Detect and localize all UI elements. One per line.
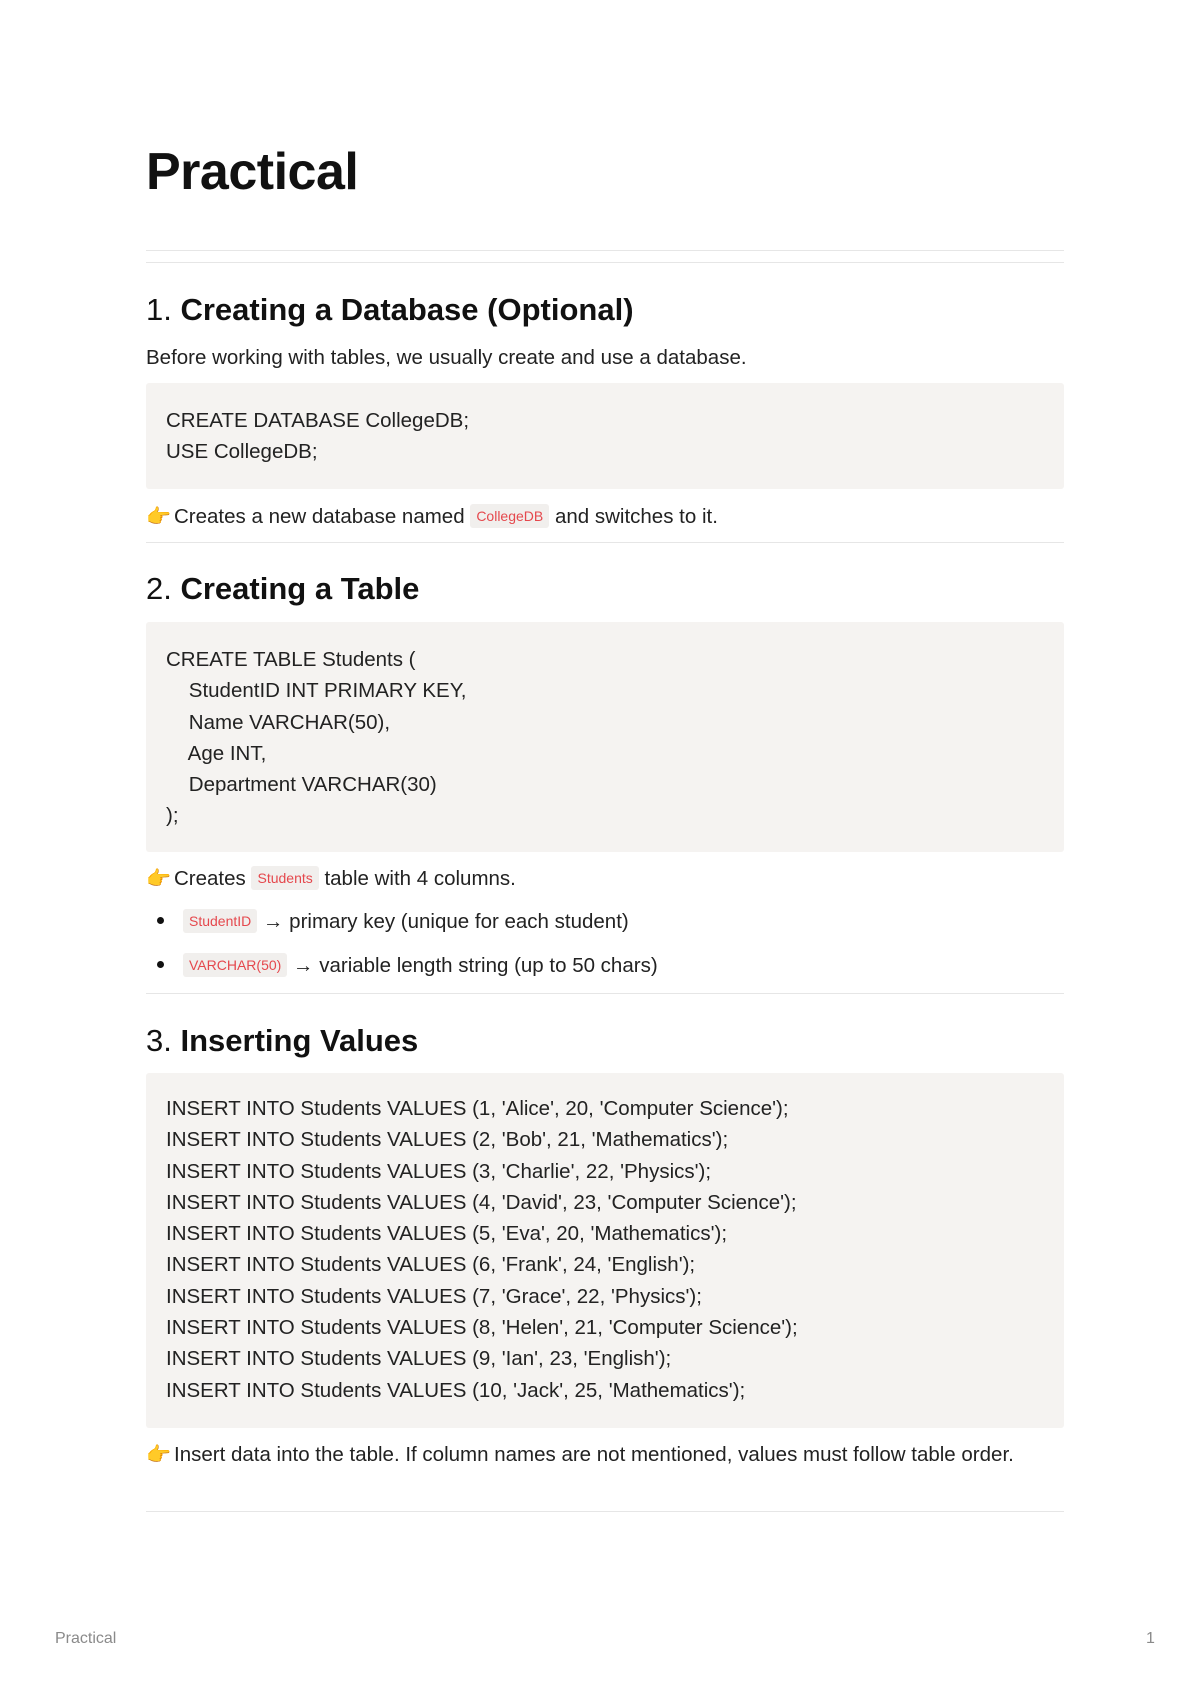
bullet-icon	[157, 961, 164, 968]
section-1-intro: Before working with tables, we usually create and use a database.	[146, 346, 747, 369]
code-line: );	[166, 804, 179, 828]
code-block-insert-values	[146, 1073, 1064, 1428]
code-line: INSERT INTO Students VALUES (3, 'Charlie', 22, 'Physics');	[166, 1159, 712, 1183]
code-line: Age INT,	[166, 741, 267, 765]
section-3-heading: 3. Inserting Values	[146, 1023, 419, 1058]
code-line: INSERT INTO Students VALUES (1, 'Alice', 20, 'Computer Science');	[166, 1097, 789, 1120]
code-line: Department VARCHAR(30)	[166, 773, 437, 797]
section-1-note: 👉 Creates a new database named CollegeDB and switches to it.	[146, 501, 1064, 533]
code-block-create-table	[146, 622, 1064, 852]
code-line: INSERT INTO Students VALUES (9, 'Ian', 23, 'English');	[166, 1347, 672, 1371]
bullet-icon	[157, 917, 164, 924]
inline-code: StudentID	[183, 909, 257, 933]
divider	[146, 1511, 1064, 1512]
page-title: Practical	[146, 143, 359, 201]
page-number: 1	[1146, 1630, 1155, 1647]
footer-title: Practical	[55, 1630, 117, 1647]
inline-code: CollegeDB	[470, 504, 549, 528]
section-2-heading: 2. Creating a Table	[146, 571, 420, 606]
code-line: StudentID INT PRIMARY KEY,	[166, 679, 467, 703]
code-line: Name VARCHAR(50),	[166, 710, 391, 734]
code-line: INSERT INTO Students VALUES (8, 'Helen', 21, 'Computer Science');	[166, 1316, 798, 1340]
code-block-create-database	[146, 383, 1064, 489]
code-line: USE CollegeDB;	[166, 440, 318, 464]
list-item: StudentID → primary key (unique for each student)	[146, 906, 629, 937]
inline-code: Students	[251, 866, 318, 890]
code-line: INSERT INTO Students VALUES (10, 'Jack', 25, 'Mathematics');	[166, 1378, 746, 1402]
divider	[146, 993, 1064, 994]
code-line: CREATE TABLE Students (	[166, 648, 416, 671]
code-line: INSERT INTO Students VALUES (7, 'Grace', 22, 'Physics');	[166, 1284, 702, 1308]
list-item: VARCHAR(50) → variable length string (up to 50 chars)	[146, 950, 658, 981]
section-3-note: 👉 Insert data into the table. If column names are not mentioned, values must follow table order.	[146, 1439, 1064, 1471]
code-line: INSERT INTO Students VALUES (6, 'Frank', 24, 'English');	[166, 1253, 696, 1277]
code-line: INSERT INTO Students VALUES (4, 'David', 23, 'Computer Science');	[166, 1190, 797, 1214]
inline-code: VARCHAR(50)	[183, 953, 287, 977]
section-1-heading: 1. Creating a Database (Optional)	[146, 292, 634, 327]
divider	[146, 262, 1064, 263]
divider	[146, 250, 1064, 251]
divider	[146, 542, 1064, 543]
section-2-note: 👉 Creates Students table with 4 columns.	[146, 863, 1064, 895]
code-line: INSERT INTO Students VALUES (2, 'Bob', 21, 'Mathematics');	[166, 1128, 729, 1152]
code-line: INSERT INTO Students VALUES (5, 'Eva', 20, 'Mathematics');	[166, 1222, 728, 1246]
pointing-hand-icon: 👉	[146, 868, 171, 890]
pointing-hand-icon: 👉	[146, 506, 171, 528]
pointing-hand-icon: 👉	[146, 1444, 171, 1466]
code-line: CREATE DATABASE CollegeDB;	[166, 409, 470, 432]
